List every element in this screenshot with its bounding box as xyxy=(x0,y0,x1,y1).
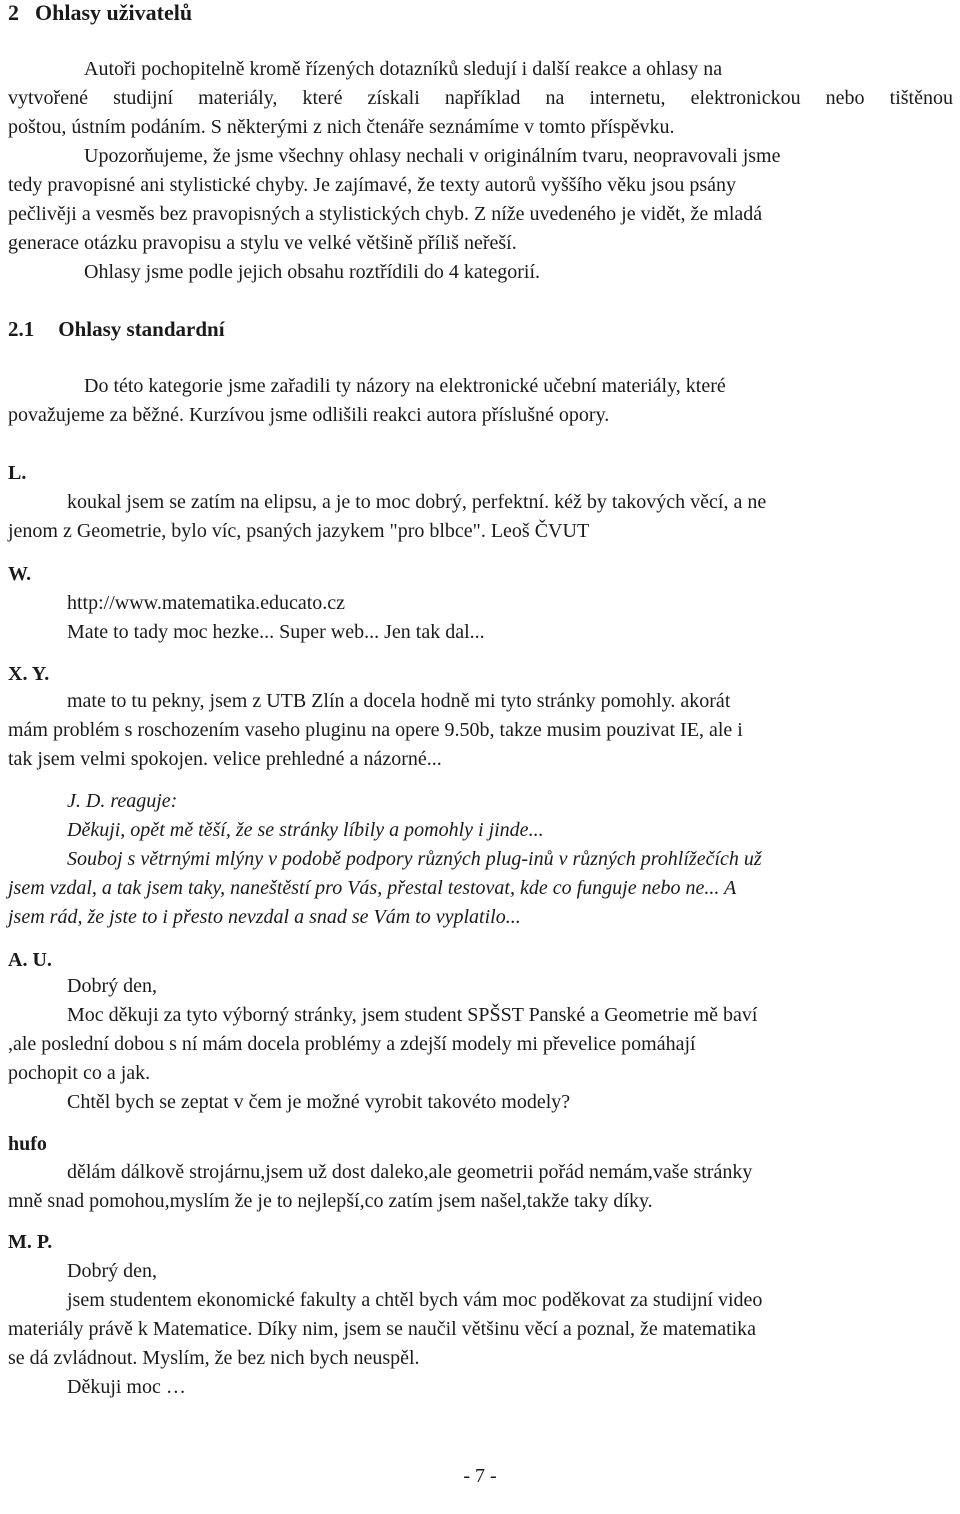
entry-line: Moc děkuji za tyto výborný stránky, jsem student SPŠST Panské a Geometrie mě baví xyxy=(67,1004,758,1026)
intro-line: pečlivěji a vesměs bez pravopisných a stylistických chyb. Z níže uvedeného je vidět, že mladá xyxy=(8,203,763,225)
intro-line: tedy pravopisné ani stylistické chyby. Je zajímavé, že texty autorů vyššího věku jsou psány xyxy=(8,174,736,196)
intro-line: generace otázku pravopisu a stylu ve velké většině příliš neřeší. xyxy=(8,232,517,254)
entry-line: mám problém s roschozením vaseho pluginu na opere 9.50b, takze musim pouzivat IE, ale i xyxy=(8,719,743,741)
entry-author: M. P. xyxy=(8,1231,53,1253)
entry-author: hufo xyxy=(8,1133,47,1155)
reply-line: jsem vzdal, a tak jsem taky, naneštěstí pro Vás, přestal testovat, kde co funguje nebo ne... A xyxy=(8,877,737,899)
entry-line: dělám dálkově strojárnu,jsem už dost daleko,ale geometrii pořád nemám,vaše stránky xyxy=(67,1161,753,1183)
entry-author: A. U. xyxy=(8,949,52,971)
entry-author: X. Y. xyxy=(8,663,50,685)
intro-line: Upozorňujeme, že jsme všechny ohlasy nechali v originálním tvaru, neopravovali jsme xyxy=(84,145,781,167)
section-heading xyxy=(8,0,192,26)
subsection-heading xyxy=(8,316,225,342)
entry-author: L. xyxy=(8,462,27,484)
entry-line: tak jsem velmi spokojen. velice prehledné a názorné... xyxy=(8,748,442,770)
sub-intro-line: Do této kategorie jsme zařadili ty názory na elektronické učební materiály, které xyxy=(84,375,726,397)
sub-intro-line: považujeme za běžné. Kurzívou jsme odlišili reakci autora příslušné opory. xyxy=(8,404,610,426)
reply-line: J. D. reaguje: xyxy=(67,790,178,812)
entry-line: se dá zvládnout. Myslím, že bez nich bych neuspěl. xyxy=(8,1347,420,1369)
section-title: Ohlasy uživatelů xyxy=(35,0,193,25)
entry-line: ,ale poslední dobou s ní mám docela problémy a zdejší modely mi převelice pomáhají xyxy=(8,1033,696,1055)
entry-line: Mate to tady moc hezke... Super web... Jen tak dal... xyxy=(67,621,485,643)
entry-line: Dobrý den, xyxy=(67,975,157,997)
entry-line: Dobrý den, xyxy=(67,1260,157,1282)
entry-line: mate to tu pekny, jsem z UTB Zlín a docela hodně mi tyto stránky pomohly. akorát xyxy=(67,690,731,712)
intro-line: poštou, ústním podáním. S některými z nich čtenáře seznámíme v tomto příspěvku. xyxy=(8,116,675,138)
reply-line: Děkuji, opět mě těší, že se stránky líbily a pomohly i jinde... xyxy=(67,819,544,841)
entry-line: Děkuji moc … xyxy=(67,1376,186,1398)
entry-link: http://www.matematika.educato.cz xyxy=(67,592,346,614)
reply-line: jsem rád, že jste to i přesto nevzdal a snad se Vám to vyplatilo... xyxy=(8,906,521,928)
reply-line: Souboj s větrnými mlýny v podobě podpory různých plug-inů v různých prohlížečích už xyxy=(67,848,762,870)
entry-line: koukal jsem se zatím na elipsu, a je to moc dobrý, perfektní. kéž by takových věcí, a ne xyxy=(67,491,767,513)
entry-line: pochopit co a jak. xyxy=(8,1062,151,1084)
page-number: - 7 - xyxy=(463,1465,497,1487)
entry-line: Chtěl bych se zeptat v čem je možné vyrobit takovéto modely? xyxy=(67,1091,571,1113)
subsection-title: Ohlasy standardní xyxy=(58,317,225,341)
entry-author: W. xyxy=(8,563,32,585)
entry-line: mně snad pomohou,myslím že je to nejlepší,co zatím jsem našel,takže taky díky. xyxy=(8,1190,653,1212)
section-number: 2 xyxy=(8,0,19,25)
entry-line: materiály právě k Matematice. Díky nim, jsem se naučil většinu věcí a poznal, že matematika xyxy=(8,1318,757,1340)
entry-line: jenom z Geometrie, bylo víc, psaných jazykem "pro blbce". Leoš ČVUT xyxy=(8,520,590,542)
intro-line: Ohlasy jsme podle jejich obsahu roztřídili do 4 kategorií. xyxy=(84,261,541,283)
entry-line: jsem studentem ekonomické fakulty a chtěl bych vám moc poděkovat za studijní video xyxy=(67,1289,763,1311)
intro-line: Autoři pochopitelně kromě řízených dotazníků sledují i další reakce a ohlasy na xyxy=(84,58,723,80)
intro-line: vytvořené studijní materiály, které získali například na internetu, elektronickou nebo tištěnou xyxy=(8,87,953,109)
subsection-number: 2.1 xyxy=(8,317,35,341)
